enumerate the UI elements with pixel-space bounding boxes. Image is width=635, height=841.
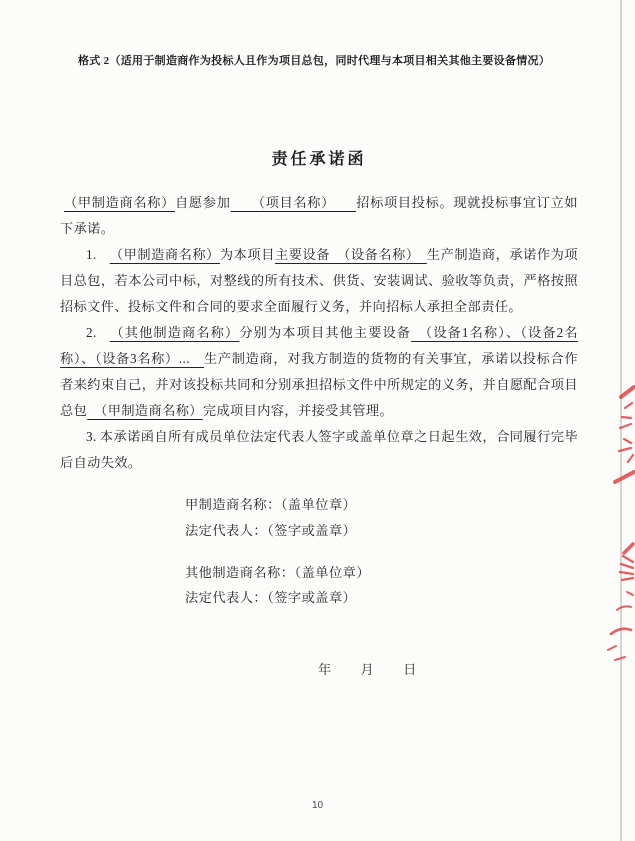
item-2-number: 2. xyxy=(86,325,97,340)
fill-in-party-a-name: （甲制造商名称） xyxy=(64,195,176,210)
party-a-name-line: 甲制造商名称：（盖单位章） xyxy=(185,497,357,512)
format-header-note: 格式 2（适用于制造商作为投标人且作为项目总包，同时代理与本项目相关其他主要设备情况） xyxy=(78,55,551,67)
item-2-text: 分别为本项目其他主要设备 xyxy=(239,325,412,340)
fill-in-project-name: （项目名称） xyxy=(230,195,357,210)
others-name-line: 其他制造商名称：（盖单位章） xyxy=(185,564,371,580)
signature-block xyxy=(185,492,370,611)
document-body xyxy=(60,190,578,476)
item-3-number: 3. xyxy=(86,429,97,444)
party-a-representative-line: 法定代表人：（签字或盖章） xyxy=(185,522,357,538)
intro-text-join: 自愿参加 xyxy=(175,195,231,210)
document-title: 责任承诺函 xyxy=(271,151,367,168)
paragraph-item-2 xyxy=(60,320,578,424)
item-1-number: 1. xyxy=(86,247,97,262)
fill-in-equipment-list: （设备1名称）、（设备2名称）、（设备3名称）... xyxy=(60,325,578,366)
others-representative-line: 法定代表人：（签字或盖章） xyxy=(185,590,357,605)
page-number: 10 xyxy=(311,800,324,811)
item-3-text: 本承诺函自所有成员单位法定代表人签字或盖单位章之日起生效，合同履行完毕后自动失效。 xyxy=(60,429,578,470)
intro-text-rest: 招标项目投标。现就投标事宜订立如下承诺。 xyxy=(60,195,578,236)
fill-in-equipment-name: （设备名称） xyxy=(329,247,427,262)
item-1-text: 生产制造商，承诺作为项目总包，若本公司中标，对整线的所有技术、供货、安装调试、验收等负责，严格按照招标文件、投标文件和合同的要求全面履行义务，并向招标人承担全部责任。 xyxy=(60,247,578,314)
item-2-text: 生产制造商，对我方制造的货物的有关事宜，承诺以投标合作者来约束自己，并对该投标共同和分别承担招标文件中所规定的义务，并自愿配合项目总包 xyxy=(60,351,578,418)
fill-in-party-a-name: （甲制造商名称） xyxy=(109,247,220,262)
date-line: 年 月 日 xyxy=(318,662,418,677)
underlined-main-equipment: 主要设备 xyxy=(274,247,330,262)
item-1-text: 为本项目 xyxy=(219,247,275,262)
paragraph-intro xyxy=(60,190,578,242)
paragraph-item-3 xyxy=(60,424,578,476)
fill-in-other-manufacturers: （其他制造商名称） xyxy=(109,325,240,340)
item-2-text: 完成项目内容，并接受其管理。 xyxy=(202,403,394,418)
red-seal-fragment-top xyxy=(609,383,635,495)
paragraph-item-1 xyxy=(60,242,578,320)
fill-in-party-a-name: （甲制造商名称） xyxy=(87,403,203,418)
red-seal-fragment-bottom xyxy=(603,541,635,663)
